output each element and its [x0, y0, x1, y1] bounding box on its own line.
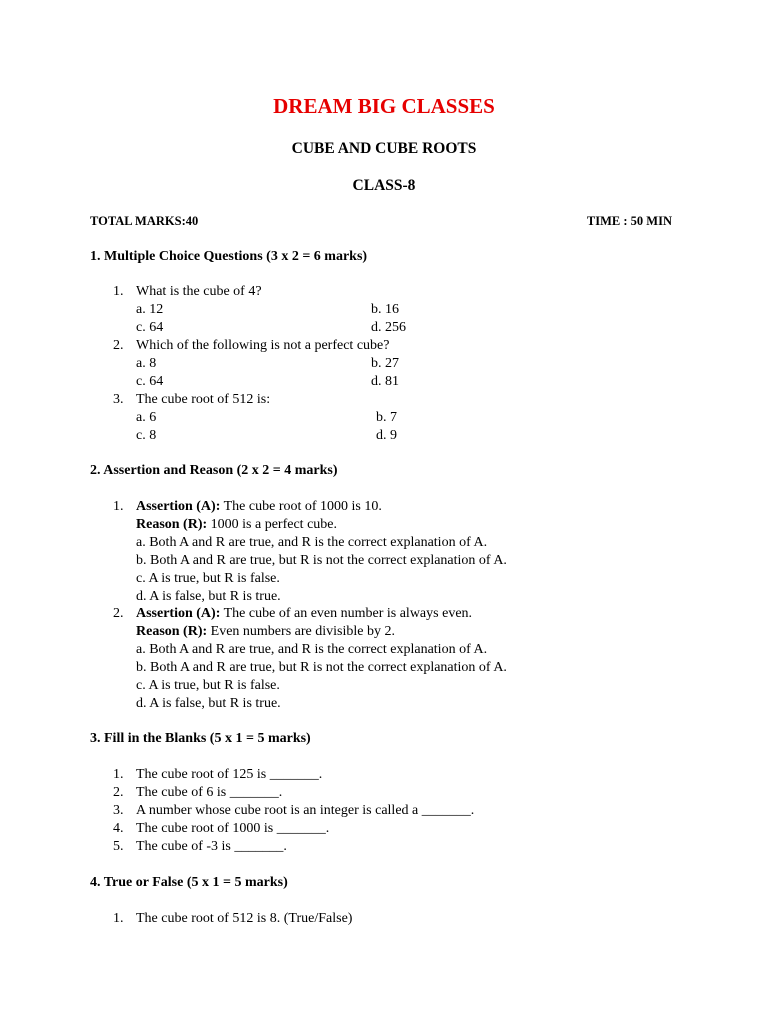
question-number: 1. — [113, 499, 124, 514]
assertion-label: Assertion (A): — [136, 606, 221, 621]
section-1-heading: 1. Multiple Choice Questions (3 x 2 = 6 marks) — [90, 249, 368, 264]
assertion-line — [136, 606, 472, 622]
option-c: c. 64 — [136, 374, 164, 389]
question-number: 1. — [113, 767, 124, 782]
question-text: The cube root of 1000 is _______. — [136, 821, 330, 836]
assertion-label: Assertion (A): — [136, 499, 221, 514]
question-text: Which of the following is not a perfect cube? — [136, 338, 390, 353]
class-label: CLASS-8 — [352, 177, 416, 194]
option-c: c. A is true, but R is false. — [136, 678, 280, 693]
option-a: a. Both A and R are true, and R is the correct explanation of A. — [136, 535, 488, 550]
option-b: b. 16 — [371, 302, 399, 317]
option-a: a. Both A and R are true, and R is the correct explanation of A. — [136, 642, 488, 657]
option-c: c. 8 — [136, 428, 157, 443]
option-c: c. A is true, but R is false. — [136, 571, 280, 586]
question-text: The cube of 6 is _______. — [136, 785, 283, 800]
question-text: The cube root of 125 is _______. — [136, 767, 323, 782]
question-number: 1. — [113, 911, 124, 926]
question-text: What is the cube of 4? — [136, 284, 262, 299]
section-3-heading: 3. Fill in the Blanks (5 x 1 = 5 marks) — [90, 731, 311, 746]
question-number: 3. — [113, 803, 124, 818]
time-limit: TIME : 50 MIN — [586, 214, 672, 228]
option-d: d. 81 — [371, 374, 399, 389]
question-number: 2. — [113, 785, 124, 800]
question-number: 4. — [113, 821, 124, 836]
reason-text: 1000 is a perfect cube. — [207, 517, 337, 532]
section-2-heading: 2. Assertion and Reason (2 x 2 = 4 marks) — [90, 463, 338, 478]
question-number: 3. — [113, 392, 124, 407]
option-a: a. 12 — [136, 302, 164, 317]
option-d: d. 256 — [371, 320, 406, 335]
document-subtitle: CUBE AND CUBE ROOTS — [291, 140, 477, 157]
option-b: b. Both A and R are true, but R is not the correct explanation of A. — [136, 553, 507, 568]
assertion-line — [136, 499, 382, 515]
reason-line — [136, 624, 395, 640]
question-text: The cube of -3 is _______. — [136, 839, 287, 854]
question-number: 1. — [113, 284, 124, 299]
section-4-heading: 4. True or False (5 x 1 = 5 marks) — [90, 875, 288, 890]
question-text: The cube root of 512 is 8. (True/False) — [136, 911, 353, 926]
reason-line — [136, 517, 337, 533]
question-number: 5. — [113, 839, 124, 854]
question-text: The cube root of 512 is: — [136, 392, 271, 407]
option-d: d. A is false, but R is true. — [136, 589, 281, 604]
option-b: b. 27 — [371, 356, 399, 371]
option-d: d. 9 — [376, 428, 397, 443]
question-number: 2. — [113, 606, 124, 621]
option-d: d. A is false, but R is true. — [136, 696, 281, 711]
total-marks: TOTAL MARKS:40 — [90, 214, 199, 228]
option-b: b. 7 — [376, 410, 397, 425]
question-text: A number whose cube root is an integer is called a _______. — [136, 803, 475, 818]
option-a: a. 6 — [136, 410, 157, 425]
assertion-text: The cube root of 1000 is 10. — [220, 499, 382, 514]
document-title: DREAM BIG CLASSES — [273, 94, 495, 118]
option-c: c. 64 — [136, 320, 164, 335]
reason-label: Reason (R): — [136, 624, 208, 639]
option-a: a. 8 — [136, 356, 157, 371]
reason-text: Even numbers are divisible by 2. — [207, 624, 395, 639]
question-number: 2. — [113, 338, 124, 353]
assertion-text: The cube of an even number is always even. — [220, 606, 473, 621]
reason-label: Reason (R): — [136, 517, 208, 532]
option-b: b. Both A and R are true, but R is not the correct explanation of A. — [136, 660, 507, 675]
